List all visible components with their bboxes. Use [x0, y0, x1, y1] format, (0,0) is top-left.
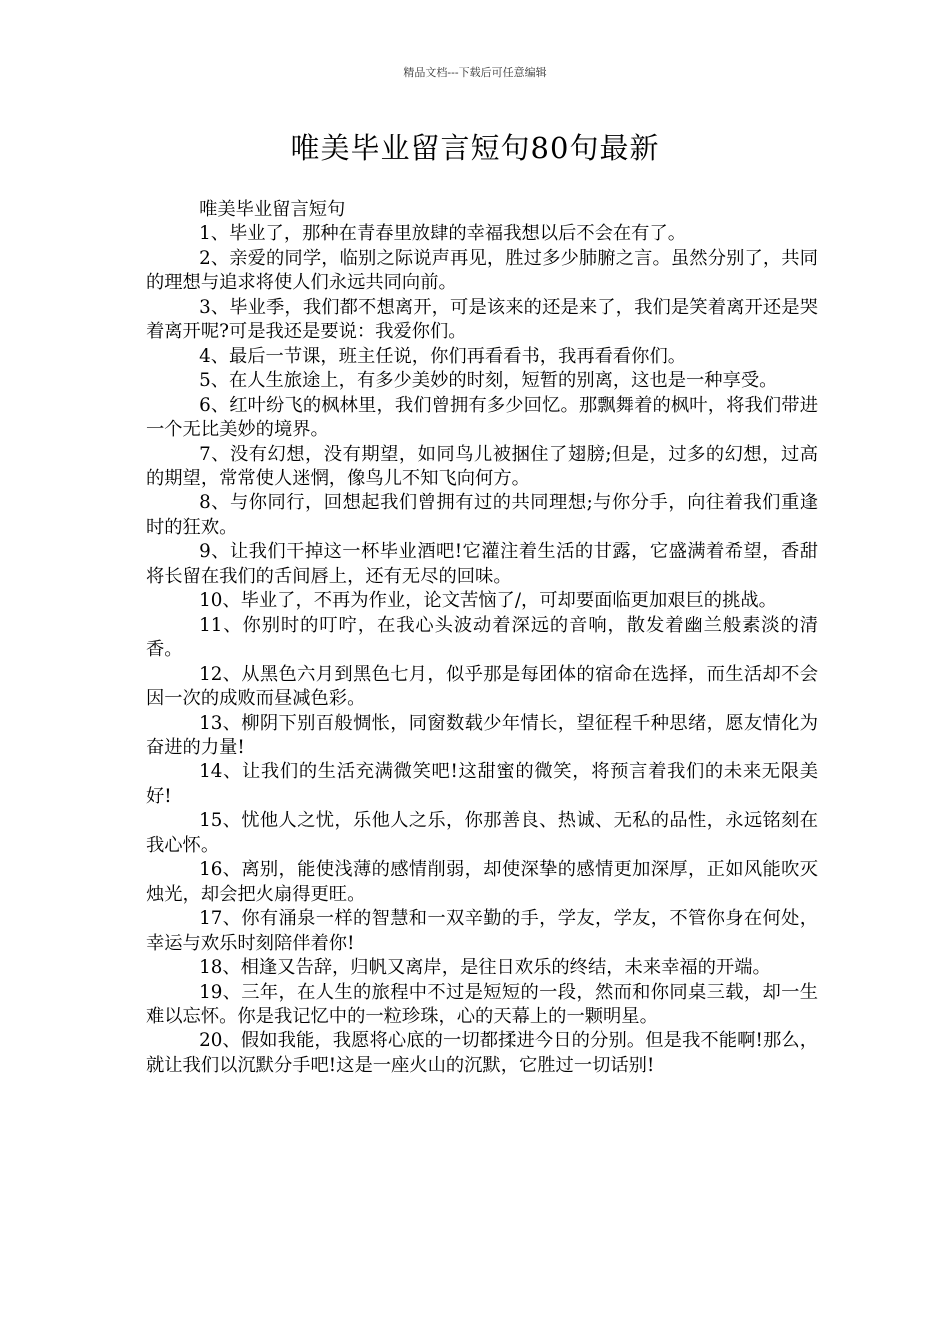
header-note: 精品文档---下载后可任意编辑: [403, 66, 547, 79]
paragraph: 5、在人生旅途上，有多少美妙的时刻，短暂的别离，这也是一种享受。: [199, 370, 778, 392]
paragraph: 19、三年，在人生的旅程中不过是短短的一段，然而和你同桌三载，却一生难以忘怀。你是我记忆中的一粒珍珠，心的天幕上的一颗明星。: [146, 981, 818, 1027]
paragraph: 15、忧他人之忧，乐他人之乐，你那善良、热诚、无私的品性，永远铭刻在我心怀。: [146, 810, 818, 856]
paragraph: 11、你别时的叮咛，在我心头波动着深远的音响，散发着幽兰般素淡的清香。: [146, 614, 818, 661]
paragraph: 14、让我们的生活充满微笑吧!这甜蜜的微笑，将预言着我们的未来无限美好!: [146, 761, 818, 807]
document-title: 唯美毕业留言短句80句最新: [290, 131, 660, 165]
document-subtitle: 唯美毕业留言短句: [199, 199, 346, 220]
document-body: [146, 198, 818, 1078]
paragraph: 3、毕业季，我们都不想离开，可是该来的还是来了，我们是笑着离开还是哭着离开呢?可是我还是要说：我爱你们。: [146, 296, 818, 343]
paragraph: 7、没有幻想，没有期望，如同鸟儿被捆住了翅膀;但是，过多的幻想，过高的期望，常常使人迷惘，像鸟儿不知飞向何方。: [146, 443, 818, 489]
paragraph: 9、让我们干掉这一杯毕业酒吧!它灌注着生活的甘露，它盛满着希望，香甜将长留在我们的舌间唇上，还有无尽的回味。: [146, 541, 818, 587]
paragraph: 18、相逢又告辞，归帆又离岸，是往日欢乐的终结，未来幸福的开端。: [199, 957, 771, 979]
paragraph: 2、亲爱的同学，临别之际说声再见，胜过多少肺腑之言。虽然分别了，共同的理想与追求将使人们永远共同向前。: [146, 247, 818, 294]
paragraph: 16、离别，能使浅薄的感情削弱，却使深挚的感情更加深厚，正如风能吹灭烛光，却会把火扇得更旺。: [146, 859, 818, 905]
paragraph: 10、毕业了，不再为作业，论文苦恼了/，可却要面临更加艰巨的挑战。: [199, 590, 777, 612]
paragraph: 20、假如我能，我愿将心底的一切都揉进今日的分别。但是我不能啊!那么，就让我们以沉默分手吧!这是一座火山的沉默，它胜过一切话别!: [146, 1030, 818, 1076]
paragraph: 1、毕业了，那种在青春里放肆的幸福我想以后不会在有了。: [199, 223, 687, 245]
paragraph: 12、从黑色六月到黑色七月，似乎那是每团体的宿命在选择，而生活却不会因一次的成败而昼减色彩。: [146, 663, 818, 710]
paragraph: 6、红叶纷飞的枫林里，我们曾拥有多少回忆。那飘舞着的枫叶，将我们带进一个无比美妙的境界。: [146, 394, 818, 441]
paragraph: 17、你有涌泉一样的智慧和一双辛勤的手，学友，学友，不管你身在何处，幸运与欢乐时刻陪伴着你!: [146, 908, 818, 954]
paragraph: 13、柳阴下别百般惆怅，同窗数载少年情长，望征程千种思绪，愿友情化为奋进的力量!: [146, 712, 818, 758]
paragraph: 8、与你同行，回想起我们曾拥有过的共同理想;与你分手，向往着我们重逢时的狂欢。: [146, 492, 818, 538]
paragraph: 4、最后一节课，班主任说，你们再看看书，我再看看你们。: [199, 345, 687, 367]
